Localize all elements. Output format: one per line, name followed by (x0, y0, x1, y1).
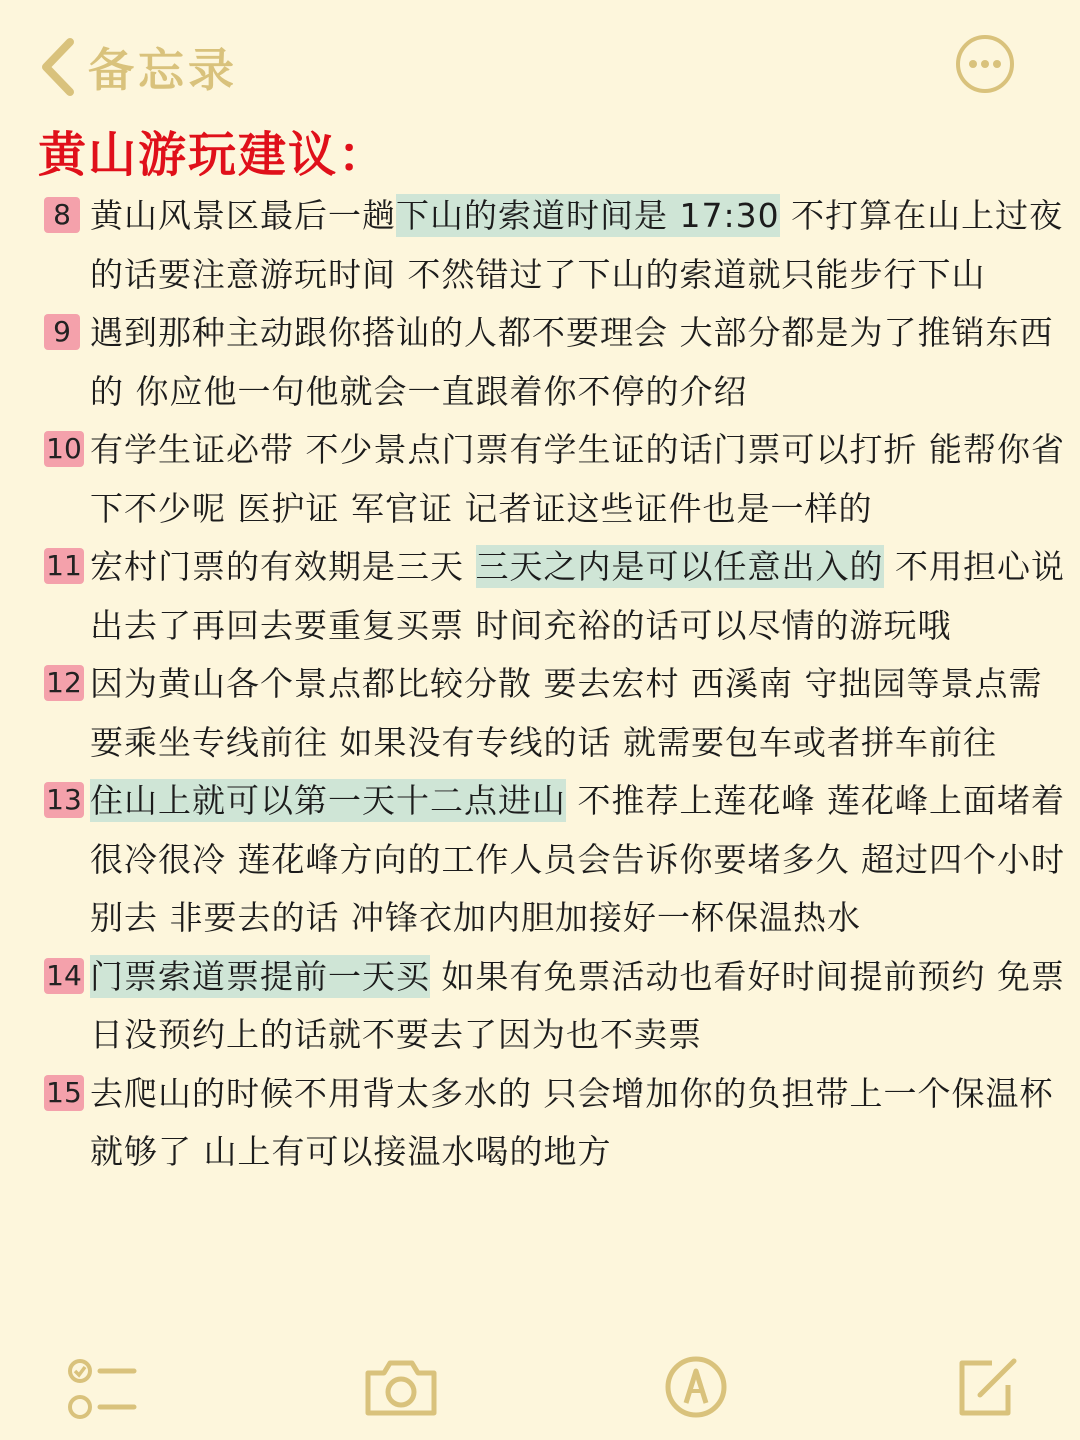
note-text (90, 655, 1065, 772)
pen-icon (664, 1355, 728, 1419)
note-body[interactable] (0, 187, 1080, 1182)
page-title: 黄山游玩建议： (38, 127, 389, 183)
compose-button[interactable] (954, 1355, 1020, 1425)
text-segment: 遇到那种主动跟你搭讪的人都不要理会 大部分都是为了推销东西的 你应他一句他就会一直跟着你不停的介绍 (90, 313, 1054, 411)
item-number-badge: 13 (44, 782, 84, 818)
top-bar (0, 0, 1080, 120)
text-segment: 不推荐上莲花峰 莲花峰上面堵着很冷很冷 莲花峰方向的工作人员会告诉你要堵多久 超过四个小时别去 非要去的话 冲锋衣加内胆加接好一杯保温热水 (90, 781, 1065, 937)
text-segment: 不打算在山上过夜的话要注意游玩时间 不然错过了下山的索道就只能步行下山 (90, 196, 1064, 294)
note-item (0, 1065, 1080, 1182)
camera-icon (362, 1355, 440, 1419)
more-dots-icon (954, 33, 1016, 95)
note-item (0, 948, 1080, 1065)
note-text (90, 538, 1065, 655)
checklist-icon (66, 1355, 140, 1425)
note-text (90, 421, 1065, 538)
item-number-badge: 15 (44, 1075, 84, 1111)
highlighted-text: 三天之内是可以任意出入的 (475, 547, 884, 586)
note-item (0, 538, 1080, 655)
note-item (0, 304, 1080, 421)
text-segment: 黄山风景区最后一趟 (90, 196, 396, 235)
note-text (90, 187, 1065, 304)
note-text (90, 1065, 1065, 1182)
item-number-badge: 11 (44, 548, 84, 584)
bottom-toolbar (0, 1345, 1080, 1440)
text-segment: 去爬山的时候不用背太多水的 只会增加你的负担带上一个保温杯就够了 山上有可以接温水喝的地方 (90, 1073, 1054, 1171)
text-segment: 宏村门票的有效期是三天 (90, 547, 476, 586)
item-number-badge: 10 (44, 431, 84, 467)
note-text (90, 304, 1065, 421)
text-segment: 如果有免票活动也看好时间提前预约 免票日没预约上的话就不要去了因为也不卖票 (90, 956, 1065, 1054)
note-text (90, 772, 1065, 948)
camera-button[interactable] (362, 1355, 440, 1423)
note-item (0, 655, 1080, 772)
compose-icon (954, 1355, 1020, 1421)
text-segment: 因为黄山各个景点都比较分散 要去宏村 西溪南 守拙园等景点需要乘坐专线前往 如果没有专线的话 就需要包车或者拼车前往 (90, 664, 1043, 762)
item-number-badge: 12 (44, 665, 84, 701)
item-number-badge: 9 (44, 314, 80, 350)
item-number-badge: 8 (44, 197, 80, 233)
text-segment: 不用担心说出去了再回去要重复买票 时间充裕的话可以尽情的游玩哦 (90, 547, 1065, 645)
back-button[interactable] (38, 34, 238, 100)
text-segment: 有学生证必带 不少景点门票有学生证的话门票可以打折 能帮你省下不少呢 医护证 军官证 记者证这些证件也是一样的 (90, 430, 1065, 528)
pen-button[interactable] (664, 1355, 728, 1423)
checklist-button[interactable] (66, 1355, 140, 1429)
note-item (0, 187, 1080, 304)
chevron-left-icon (38, 36, 78, 98)
highlighted-text: 门票索道票提前一天买 (90, 956, 430, 996)
note-item (0, 421, 1080, 538)
note-text (90, 948, 1065, 1065)
highlighted-text: 下山的索道时间是 17:30 (396, 196, 780, 235)
highlighted-text: 住山上就可以第一天十二点进山 (90, 781, 566, 820)
more-button[interactable] (954, 33, 1016, 95)
note-item (0, 772, 1080, 948)
back-label: 备忘录 (88, 43, 238, 97)
item-number-badge: 14 (44, 958, 84, 994)
